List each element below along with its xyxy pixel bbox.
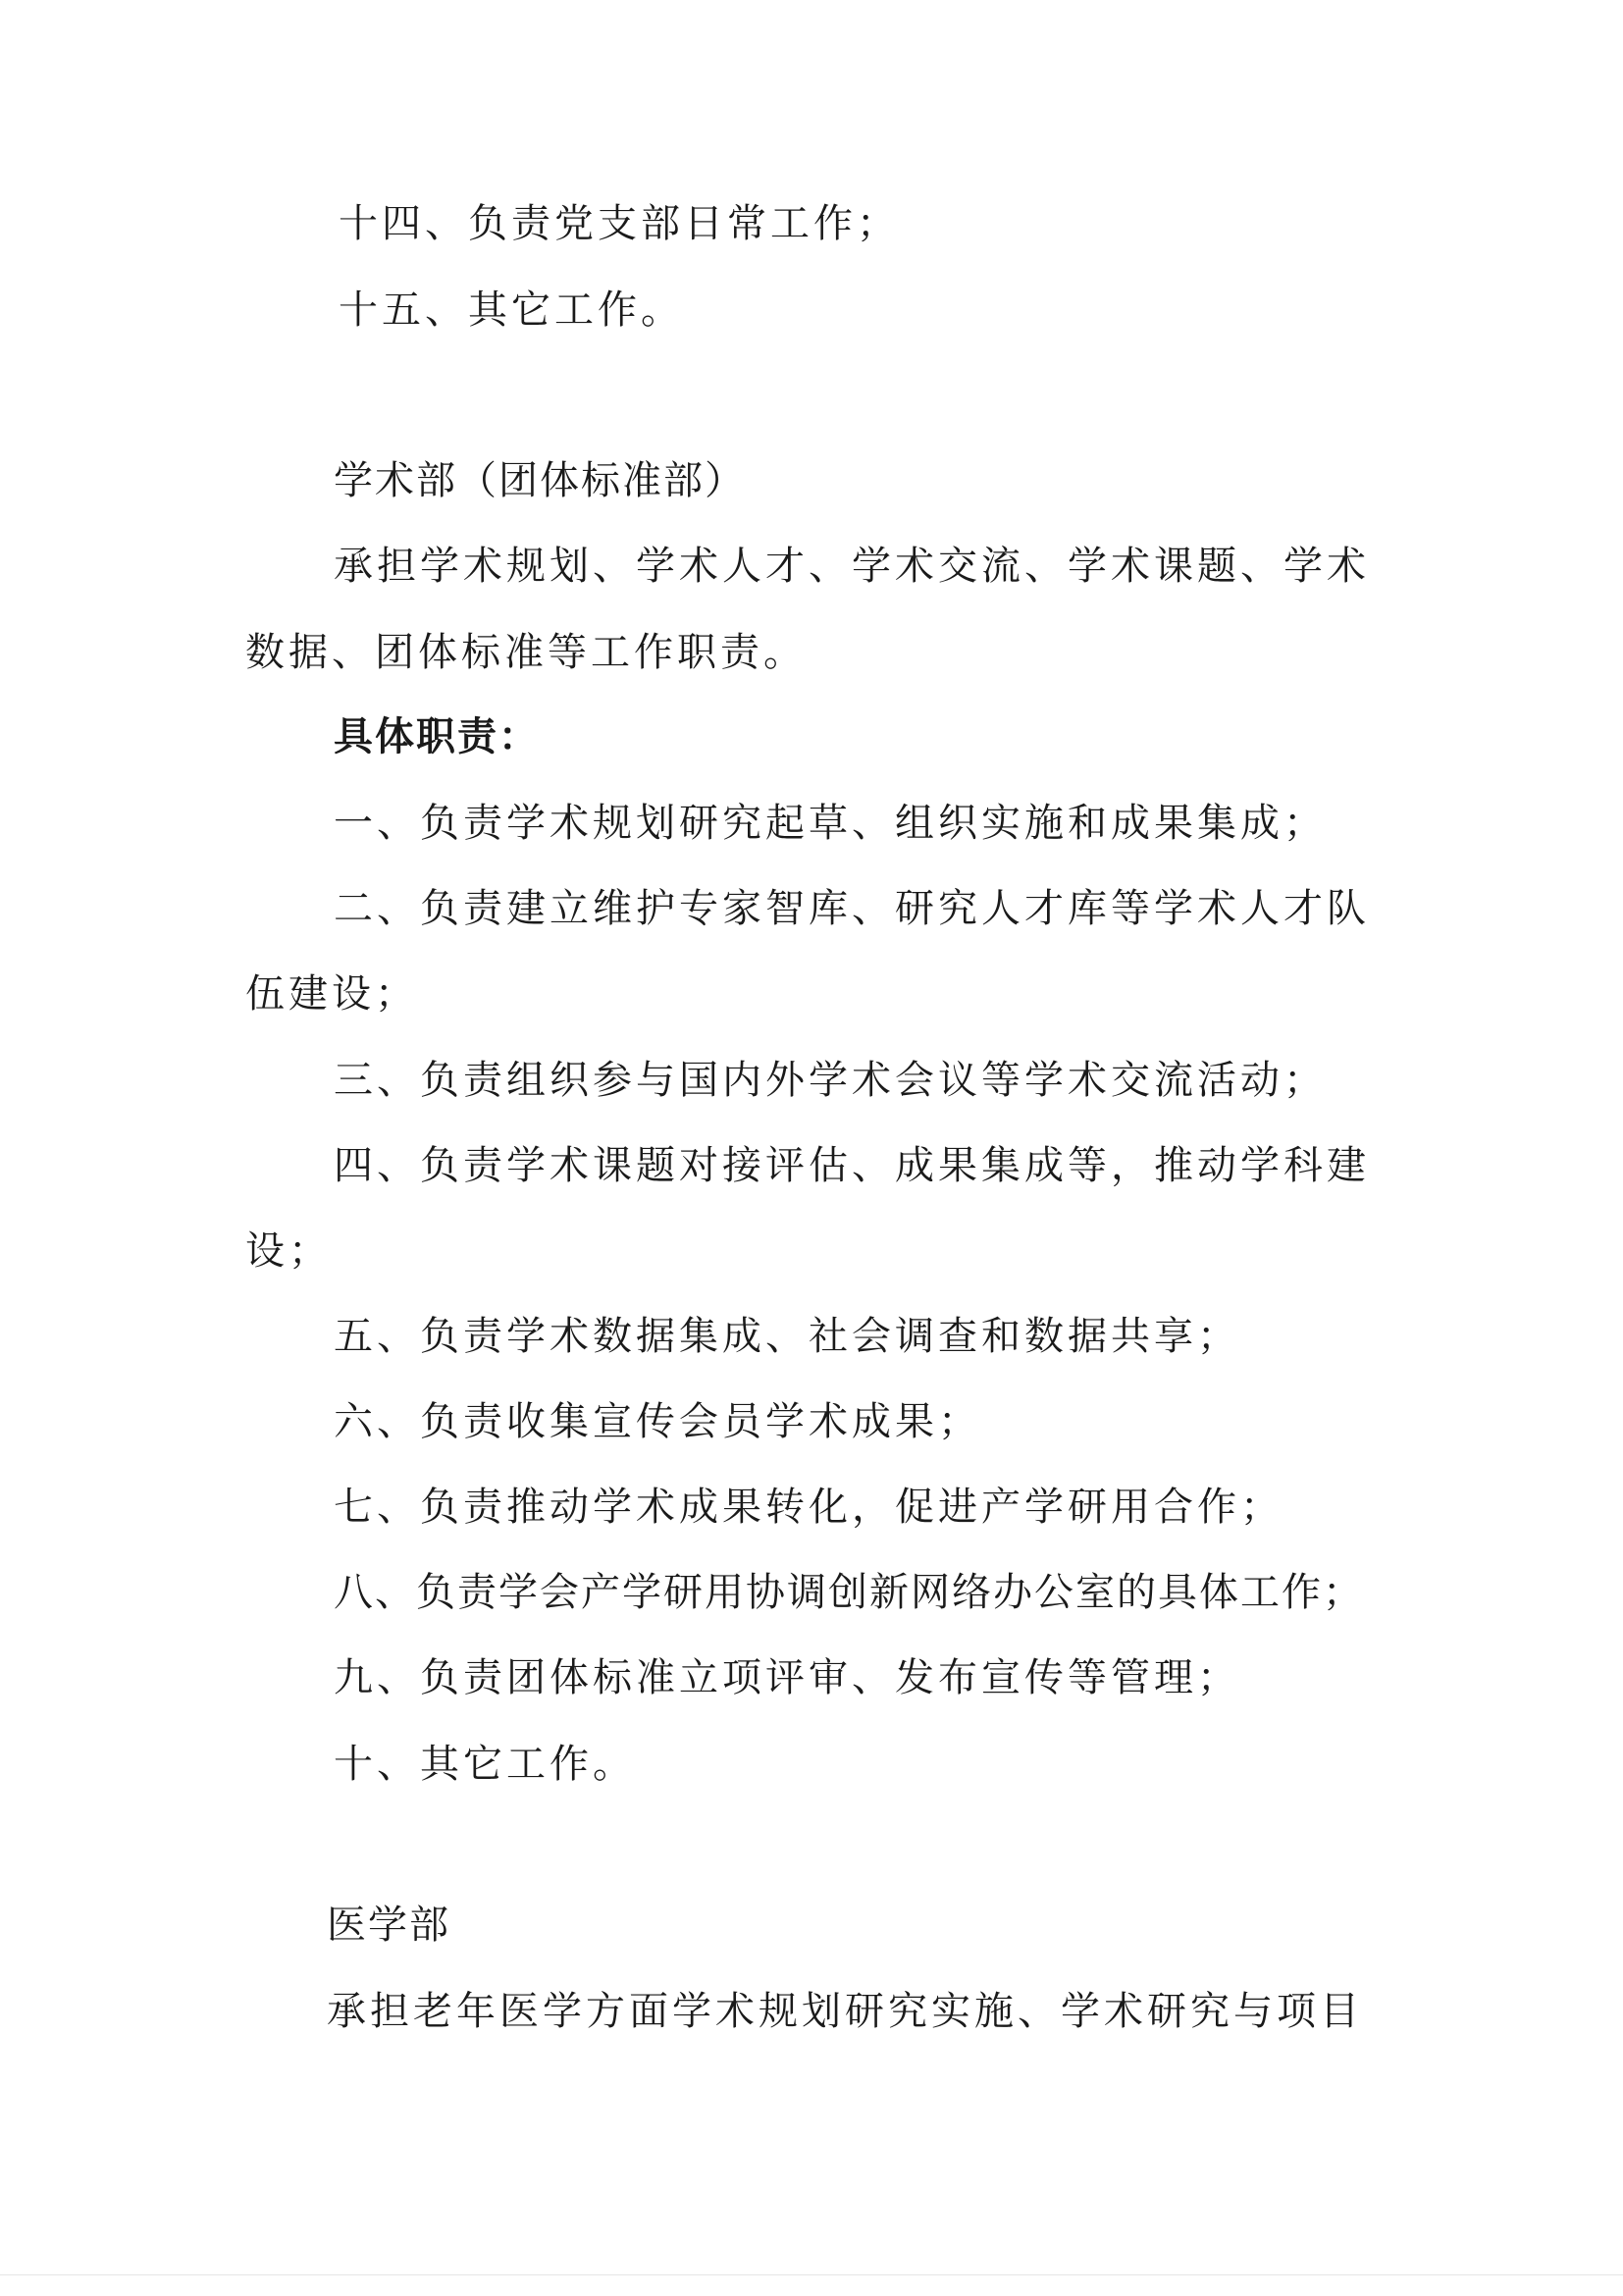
medical-intro-line-1: 承担老年医学方面学术规划研究实施、学术研究与项目 xyxy=(327,1989,1363,2034)
academic-duty-10: 十、其它工作。 xyxy=(334,1742,636,1787)
academic-duty-4: 四、负责学术课题对接评估、成果集成等，推动学科建 xyxy=(334,1143,1370,1188)
list-item-14: 十四、负责党支部日常工作； xyxy=(339,201,900,246)
academic-duty-3: 三、负责组织参与国内外学术会议等学术交流活动； xyxy=(334,1058,1327,1103)
academic-duty-2: 二、负责建立维护专家智库、研究人才库等学术人才队 xyxy=(334,886,1370,931)
duties-label: 具体职责： xyxy=(334,714,540,759)
academic-duty-5: 五、负责学术数据集成、社会调查和数据共享； xyxy=(334,1314,1240,1359)
academic-duty-8: 八、负责学会产学研用协调创新网络办公室的具体工作； xyxy=(334,1570,1364,1615)
scan-bottom-edge xyxy=(0,2274,1623,2275)
academic-duty-6: 六、负责收集宣传会员学术成果； xyxy=(334,1399,981,1444)
academic-duty-1: 一、负责学术规划研究起草、组织实施和成果集成； xyxy=(334,801,1327,846)
section-title-academic: 学术部（团体标准部） xyxy=(334,458,746,503)
academic-duty-9: 九、负责团体标准立项评审、发布宣传等管理； xyxy=(334,1655,1240,1700)
academic-intro-line-2: 数据、团体标准等工作职责。 xyxy=(245,630,807,675)
academic-duty-7: 七、负责推动学术成果转化，促进产学研用合作； xyxy=(334,1485,1283,1530)
academic-intro-line-1: 承担学术规划、学术人才、学术交流、学术课题、学术 xyxy=(334,544,1370,589)
list-item-15: 十五、其它工作。 xyxy=(339,287,684,333)
academic-duty-2-cont: 伍建设； xyxy=(245,971,418,1017)
academic-duty-4-cont: 设； xyxy=(245,1228,332,1274)
section-title-medical: 医学部 xyxy=(327,1903,450,1948)
